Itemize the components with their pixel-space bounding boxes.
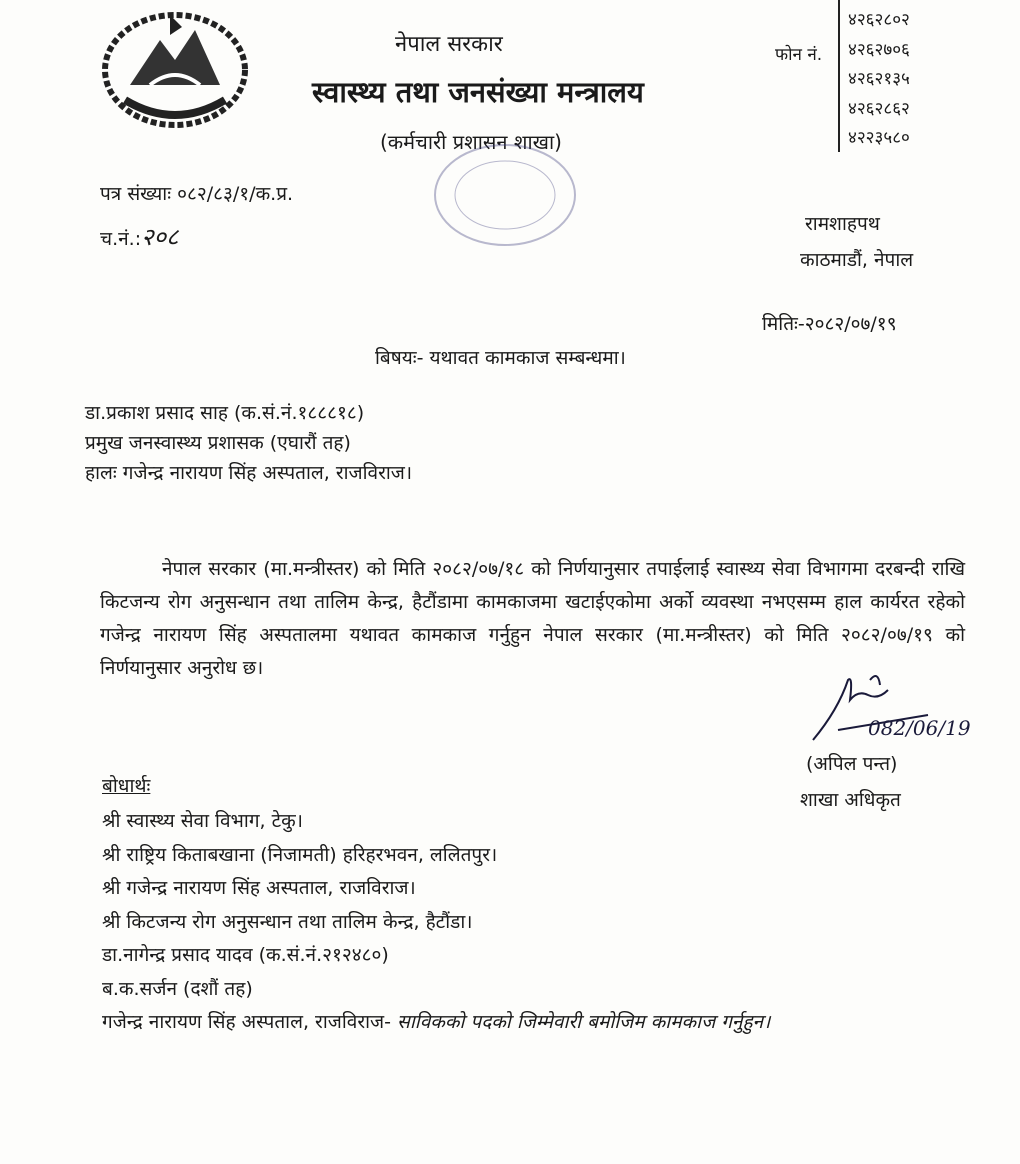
letter-date: मितिः-२०८२/०७/१९ <box>762 313 897 335</box>
handwritten-signature <box>808 670 978 750</box>
cc-item: श्री राष्ट्रिय किताबखाना (निजामती) हरिहरभवन, ललितपुर। <box>102 843 498 866</box>
recipient-block <box>85 398 412 488</box>
phone-label: फोन नं. <box>775 45 823 65</box>
branch-name: (कर्मचारी प्रशासन शाखा) <box>380 130 562 154</box>
cc-list <box>102 805 770 1040</box>
cc-item: श्री किटजन्य रोग अनुसन्धान तथा तालिम केन्द्र, हैटौंडा। <box>102 910 473 933</box>
recipient-position: प्रमुख जनस्वास्थ्य प्रशासक (एघारौं तह) <box>85 432 351 454</box>
cc-item <box>102 1006 770 1040</box>
nepal-government-emblem <box>100 5 250 130</box>
address-street: रामशाहपथ <box>805 213 880 235</box>
letter-number: पत्र संख्याः ०८२/८३/१/क.प्र. <box>100 183 294 205</box>
cc-item: डा.नागेन्द्र प्रसाद यादव (क.सं.नं.२१२४८०) <box>102 944 389 966</box>
dispatch-value: २०८ <box>141 223 179 251</box>
subject-line: बिषयः- यथावत कामकाज सम्बन्धमा। <box>375 347 626 369</box>
signatory-title: शाखा अधिकृत <box>800 789 901 811</box>
dispatch-label: च.नं.: <box>100 228 142 250</box>
government-name: नेपाल सरकार <box>395 32 503 57</box>
cc-heading: बोधार्थः <box>102 775 151 797</box>
ministry-name: स्वास्थ्य तथा जनसंख्या मन्त्रालय <box>312 75 644 109</box>
signatory-name: (अपिल पन्त) <box>806 753 898 775</box>
recipient-location: हालः गजेन्द्र नारायण सिंह अस्पताल, राजविराज। <box>85 462 413 484</box>
phone-number: ४२२३५८० <box>848 128 910 148</box>
cc-item-note: साविकको पदको जिम्मेवारी बमोजिम कामकाज गर्नुहुन। <box>397 1011 771 1033</box>
cc-item-prefix: गजेन्द्र नारायण सिंह अस्पताल, राजविराज- <box>102 1011 398 1033</box>
address-city: काठमाडौं, नेपाल <box>800 249 914 271</box>
phone-divider <box>838 0 840 152</box>
phone-number: ४२६२१३५ <box>848 69 910 89</box>
phone-list <box>848 6 910 154</box>
cc-item: श्री स्वास्थ्य सेवा विभाग, टेकु। <box>102 810 303 832</box>
dispatch-number <box>100 220 179 253</box>
phone-number: ४२६२८६२ <box>848 98 910 119</box>
phone-number: ४२६२७०६ <box>848 39 910 60</box>
cc-item: श्री गजेन्द्र नारायण सिंह अस्पताल, राजविराज। <box>102 877 416 899</box>
svg-text:082/06/19: 082/06/19 <box>868 716 971 740</box>
cc-item: ब.क.सर्जन (दशौं तह) <box>102 977 253 1000</box>
recipient-name: डा.प्रकाश प्रसाद साह (क.सं.नं.१८८८१८) <box>85 402 365 424</box>
office-stamp <box>430 140 580 250</box>
letter-body: नेपाल सरकार (मा.मन्त्रीस्तर) को मिति २०८२/०७/१८ को निर्णयानुसार तपाईलाई स्वास्थ्य सेवा विभागमा दरबन्दी राखि किटजन्य रोग अनुसन्धान तथा तालिम केन्द्र, हैटौंडामा कामकाजमा खटाईएकोमा अर्को व्यवस्था नभएसम्म हाल कार्यरत रहेको गजेन्द्र नारायण सिंह अस्पतालमा यथावत कामकाज गर्नुहुन नेपाल सरकार (मा.मन्त्रीस्तर) को मिति २०८२/०७/१९ को निर्णयानुसार अनुरोध छ। <box>100 558 965 679</box>
phone-number: ४२६२८०२ <box>848 10 910 30</box>
